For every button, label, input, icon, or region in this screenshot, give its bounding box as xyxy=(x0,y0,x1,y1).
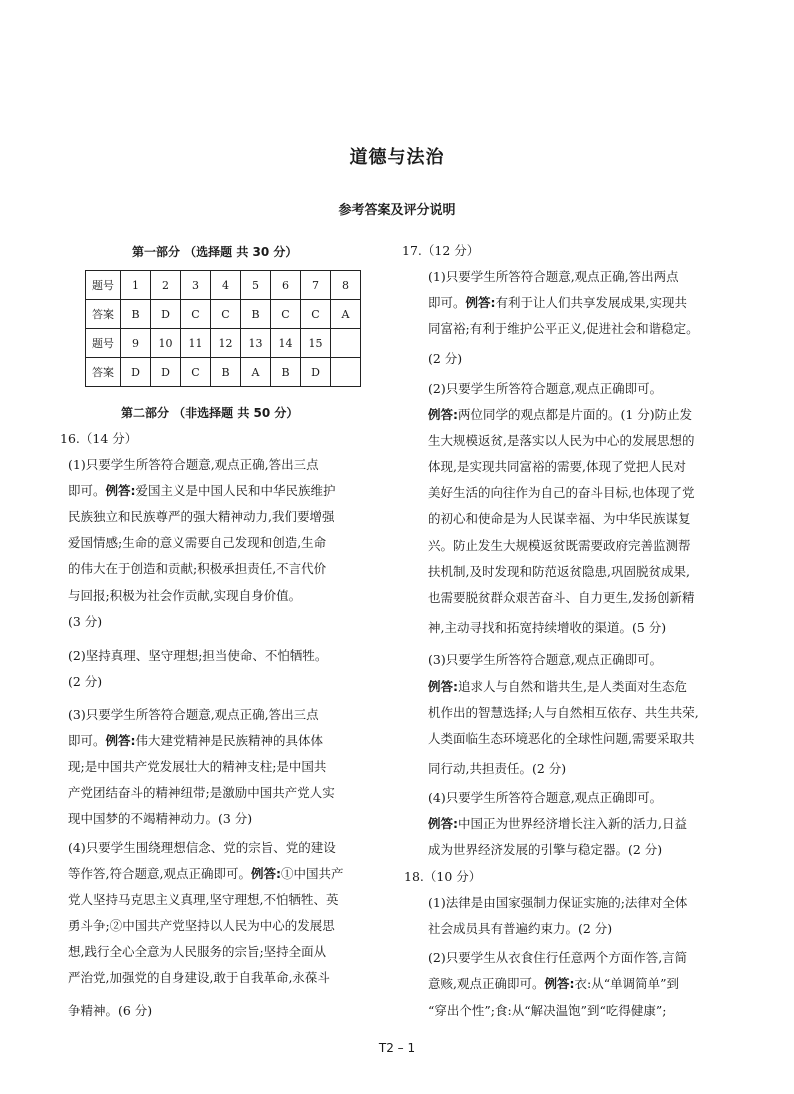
part1-heading: 第一部分 （选择题 共 30 分） xyxy=(132,245,298,259)
text-line: 爱国情感;生命的意义需要自己发现和创造,生命 xyxy=(68,535,327,550)
text-line: 严治党,加强党的自身建设,敢于自我革命,永葆斗 xyxy=(68,970,330,985)
question-number: 3 xyxy=(181,271,211,300)
text-line: (2)只要学生从衣食住行任意两个方面作答,言简 xyxy=(428,950,688,965)
answer-cell: D xyxy=(121,358,151,387)
text-line: 与回报;积极为社会作贡献,实现自身价值。 xyxy=(68,588,302,603)
text-line: 生大规模返贫,是落实以人民为中心的发展思想的 xyxy=(428,433,695,448)
text-line: 扶机制,及时发现和防范返贫隐患,巩固脱贫成果, xyxy=(428,564,690,579)
example-label: 例答: xyxy=(428,407,458,422)
answer-cell: A xyxy=(331,300,361,329)
question-number: 1 xyxy=(121,271,151,300)
example-label: 例答: xyxy=(465,295,496,310)
answer-cell: C xyxy=(301,300,331,329)
answer-cell: B xyxy=(121,300,151,329)
text-line: 即可。例答:伟大建党精神是民族精神的具体体 xyxy=(68,733,324,748)
text-line: 现中国梦的不竭精神动力。(3 分) xyxy=(68,811,253,826)
text-line: 例答:追求人与自然和谐共生,是人类面对生态危 xyxy=(428,679,687,694)
answer-cell: C xyxy=(181,300,211,329)
text-line: 等作答,符合题意,观点正确即可。例答:①中国共产 xyxy=(68,866,344,881)
row-label: 答案 xyxy=(86,358,121,387)
text-line: 即可。例答:爱国主义是中国人民和中华民族维护 xyxy=(68,483,336,498)
example-label: 例答: xyxy=(428,679,458,694)
text-line: 也需要脱贫群众艰苦奋斗、自力更生,发扬创新精 xyxy=(428,590,695,605)
answer-cell: B xyxy=(271,358,301,387)
part2-heading: 第二部分 （非选择题 共 50 分） xyxy=(121,406,299,420)
text-line: 的伟大在于创造和贡献;积极承担责任,不言代价 xyxy=(68,561,327,576)
page-number: T2 – 1 xyxy=(378,1041,416,1055)
question-number: 14 xyxy=(271,329,301,358)
question-number: 15 xyxy=(301,329,331,358)
text-line: (2 分) xyxy=(428,351,463,366)
text-line: 的初心和使命是为人民谋幸福、为中华民族谋复 xyxy=(428,511,691,526)
question-16-heading: 16.（14 分） xyxy=(60,431,138,446)
question-number: 2 xyxy=(151,271,181,300)
text-line: 想,践行全心全意为人民服务的宗旨;坚持全面从 xyxy=(68,944,327,959)
answer-cell: C xyxy=(271,300,301,329)
table-row xyxy=(86,300,361,329)
example-label: 例答: xyxy=(105,483,136,498)
question-18-heading: 18.（10 分） xyxy=(404,869,482,884)
answer-cell: B xyxy=(241,300,271,329)
answer-cell xyxy=(331,358,361,387)
text-line: 党人坚持马克思主义真理,坚守理想,不怕牺牲、英 xyxy=(68,892,339,907)
text-line: 争精神。(6 分) xyxy=(68,1003,153,1018)
text-line: 成为世界经济发展的引擎与稳定器。(2 分) xyxy=(428,842,663,857)
document-title: 道德与法治 xyxy=(349,147,445,168)
text-line: (1)法律是由国家强制力保证实施的;法律对全体 xyxy=(428,895,688,910)
question-number: 11 xyxy=(181,329,211,358)
answer-cell: C xyxy=(181,358,211,387)
question-number: 6 xyxy=(271,271,301,300)
answer-cell: B xyxy=(211,358,241,387)
document-subtitle: 参考答案及评分说明 xyxy=(338,203,456,218)
answer-table xyxy=(85,270,361,387)
question-number: 8 xyxy=(331,271,361,300)
text-line: 产党团结奋斗的精神纽带;是激励中国共产党人实 xyxy=(68,785,335,800)
question-number: 12 xyxy=(211,329,241,358)
example-label: 例答: xyxy=(250,866,281,881)
question-number xyxy=(331,329,361,358)
answer-cell: A xyxy=(241,358,271,387)
question-number: 9 xyxy=(121,329,151,358)
answer-cell: C xyxy=(211,300,241,329)
text-line: 现;是中国共产党发展壮大的精神支柱;是中国共 xyxy=(68,759,327,774)
text-line: 例答:中国正为世界经济增长注入新的活力,日益 xyxy=(428,816,687,831)
text-line: “穿出个性”;食:从“解决温饱”到“吃得健康”; xyxy=(428,1003,667,1018)
text-line: (1)只要学生所答符合题意,观点正确,答出三点 xyxy=(68,457,319,472)
text-line: 同富裕;有利于维护公平正义,促进社会和谐稳定。 xyxy=(428,321,699,336)
row-label: 题号 xyxy=(86,271,121,300)
text-line: (3)只要学生所答符合题意,观点正确,答出三点 xyxy=(68,707,319,722)
text-line: 勇斗争;②中国共产党坚持以人民为中心的发展思 xyxy=(68,918,335,933)
answer-cell: D xyxy=(301,358,331,387)
question-number: 10 xyxy=(151,329,181,358)
text-line: (2 分) xyxy=(68,674,103,689)
text-line: 人类面临生态环境恶化的全球性问题,需要采取共 xyxy=(428,731,695,746)
text-line: 例答:两位同学的观点都是片面的。(1 分)防止发 xyxy=(428,407,693,422)
text-line: (4)只要学生围绕理想信念、党的宗旨、党的建设 xyxy=(68,840,336,855)
answer-cell: D xyxy=(151,300,181,329)
table-row xyxy=(86,271,361,300)
text-line: (1)只要学生所答符合题意,观点正确,答出两点 xyxy=(428,269,679,284)
text-line: (3 分) xyxy=(68,614,103,629)
text-line: 民族独立和民族尊严的强大精神动力,我们要增强 xyxy=(68,509,335,524)
example-label: 例答: xyxy=(428,816,458,831)
text-line: 意赅,观点正确即可。例答:衣:从“单调简单”到 xyxy=(428,976,679,991)
question-17-heading: 17.（12 分） xyxy=(402,243,480,258)
text-line: 美好生活的向往作为自己的奋斗目标,也体现了党 xyxy=(428,485,695,500)
text-line: (3)只要学生所答符合题意,观点正确即可。 xyxy=(428,652,663,667)
question-number: 5 xyxy=(241,271,271,300)
example-label: 例答: xyxy=(544,976,575,991)
text-line: 机作出的智慧选择;人与自然相互依存、共生共荣, xyxy=(428,705,699,720)
table-row xyxy=(86,358,361,387)
text-line: 即可。例答:有利于让人们共享发展成果,实现共 xyxy=(428,295,687,310)
question-number: 4 xyxy=(211,271,241,300)
text-line: 同行动,共担责任。(2 分) xyxy=(428,761,567,776)
question-number: 13 xyxy=(241,329,271,358)
text-line: (2)坚持真理、坚守理想;担当使命、不怕牺牲。 xyxy=(68,648,328,663)
text-line: 体现,是实现共同富裕的需要,体现了党把人民对 xyxy=(428,459,686,474)
text-line: (2)只要学生所答符合题意,观点正确即可。 xyxy=(428,381,663,396)
text-line: 兴。防止发生大规模返贫既需要政府完善监测帮 xyxy=(428,538,691,553)
table-row xyxy=(86,329,361,358)
text-line: 社会成员具有普遍约束力。(2 分) xyxy=(428,921,613,936)
text-line: 神,主动寻找和拓宽持续增收的渠道。(5 分) xyxy=(428,620,667,635)
question-number: 7 xyxy=(301,271,331,300)
answer-cell: D xyxy=(151,358,181,387)
row-label: 答案 xyxy=(86,300,121,329)
text-line: (4)只要学生所答符合题意,观点正确即可。 xyxy=(428,790,663,805)
row-label: 题号 xyxy=(86,329,121,358)
example-label: 例答: xyxy=(105,733,136,748)
